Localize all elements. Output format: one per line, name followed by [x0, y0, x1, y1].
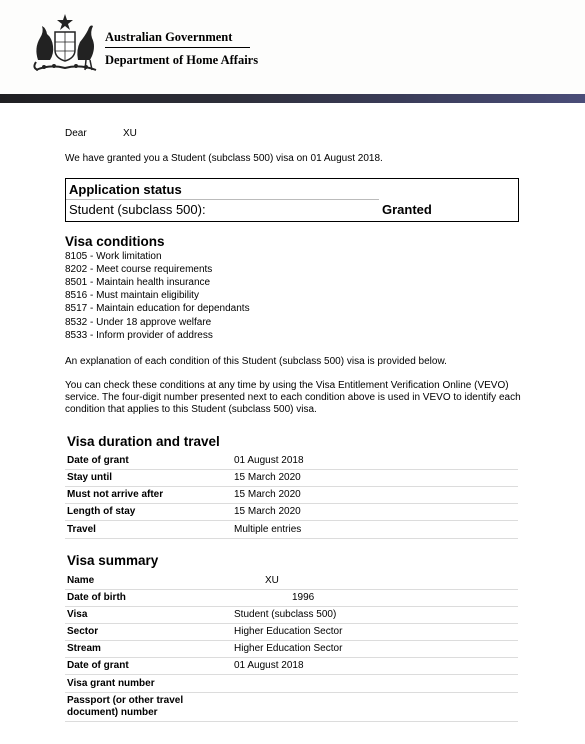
condition-item: 8501 - Maintain health insurance [65, 277, 211, 288]
vevo-paragraph: You can check these conditions at any time by using the Visa Entitlement Verification Online (VEVO) service. The four-digit number presented next to each condition above is used in VEVO to identify each condition that applies to this Student (subclass 500) visa. [65, 380, 521, 415]
row-value: XU [265, 575, 279, 586]
row-value: 15 March 2020 [234, 506, 301, 517]
coat-of-arms-icon [30, 12, 100, 74]
condition-code: 8105 [65, 251, 88, 262]
row-label: Visa grant number [67, 678, 155, 689]
condition-code: 8202 [65, 264, 88, 275]
department-name: Department of Home Affairs [105, 53, 259, 67]
row-value: Student (subclass 500) [234, 609, 337, 620]
letterhead [0, 0, 585, 94]
condition-code: 8533 [65, 330, 88, 341]
grant-statement: We have granted you a Student (subclass 500) visa on 01 August 2018. [65, 153, 383, 164]
condition-text: Work limitation [96, 251, 162, 262]
status-value: Granted [382, 202, 432, 217]
table-row [65, 658, 518, 675]
condition-item: 8533 - Inform provider of address [65, 330, 213, 341]
condition-text: Under 18 approve welfare [96, 317, 212, 328]
row-label: Stream [67, 643, 101, 654]
table-row [65, 675, 518, 693]
row-label: Date of grant [67, 455, 129, 466]
table-row [65, 590, 518, 607]
row-value: 15 March 2020 [234, 472, 301, 483]
row-label: Travel [67, 524, 96, 535]
condition-text: Maintain health insurance [96, 277, 211, 288]
condition-code: 8516 [65, 290, 88, 301]
row-value: 01 August 2018 [234, 455, 304, 466]
condition-code: 8532 [65, 317, 88, 328]
row-label: Visa [67, 609, 88, 620]
application-status-heading: Application status [69, 182, 182, 197]
row-label: Date of birth [67, 592, 126, 603]
recipient-name: XU [123, 128, 137, 139]
table-row [65, 504, 518, 521]
salutation: Dear [65, 128, 87, 139]
row-label: Must not arrive after [67, 489, 164, 500]
condition-text: Inform provider of address [96, 330, 213, 341]
row-label: Length of stay [67, 506, 136, 517]
table-row [65, 521, 518, 539]
row-label: Stay until [67, 472, 113, 483]
government-name: Australian Government [105, 30, 233, 44]
table-row [65, 693, 518, 722]
header-band [0, 94, 585, 103]
condition-text: Maintain education for dependants [96, 303, 250, 314]
row-value: Higher Education Sector [234, 643, 343, 654]
condition-text: Must maintain eligibility [96, 290, 199, 301]
header-divider [105, 47, 250, 48]
table-row [65, 641, 518, 658]
table-row [65, 470, 518, 487]
table-row [65, 573, 518, 590]
visa-duration-heading: Visa duration and travel [67, 434, 220, 449]
condition-code: 8501 [65, 277, 88, 288]
conditions-explanation: An explanation of each condition of this Student (subclass 500) visa is provided below. [65, 356, 447, 367]
row-value: 01 August 2018 [234, 660, 304, 671]
row-value: Higher Education Sector [234, 626, 343, 637]
table-row [65, 453, 518, 470]
condition-code: 8517 [65, 303, 88, 314]
condition-item: 8517 - Maintain education for dependants [65, 303, 250, 314]
condition-item: 8516 - Must maintain eligibility [65, 290, 199, 301]
condition-item: 8532 - Under 18 approve welfare [65, 317, 212, 328]
visa-summary-heading: Visa summary [67, 553, 159, 568]
application-status-box [65, 178, 519, 222]
row-label: Passport (or other travel document) number [67, 695, 184, 718]
condition-item: 8202 - Meet course requirements [65, 264, 213, 275]
table-row [65, 487, 518, 504]
condition-item: 8105 - Work limitation [65, 251, 162, 262]
condition-text: Meet course requirements [96, 264, 213, 275]
row-label: Date of grant [67, 660, 129, 671]
table-row [65, 624, 518, 641]
table-row [65, 607, 518, 624]
row-value: Multiple entries [234, 524, 302, 535]
visa-conditions-heading: Visa conditions [65, 234, 165, 249]
status-divider [66, 199, 379, 200]
row-label: Sector [67, 626, 99, 637]
row-value: 1996 [292, 592, 315, 603]
row-label: Name [67, 575, 95, 586]
status-visa-type: Student (subclass 500): [69, 202, 206, 217]
row-value: 15 March 2020 [234, 489, 301, 500]
